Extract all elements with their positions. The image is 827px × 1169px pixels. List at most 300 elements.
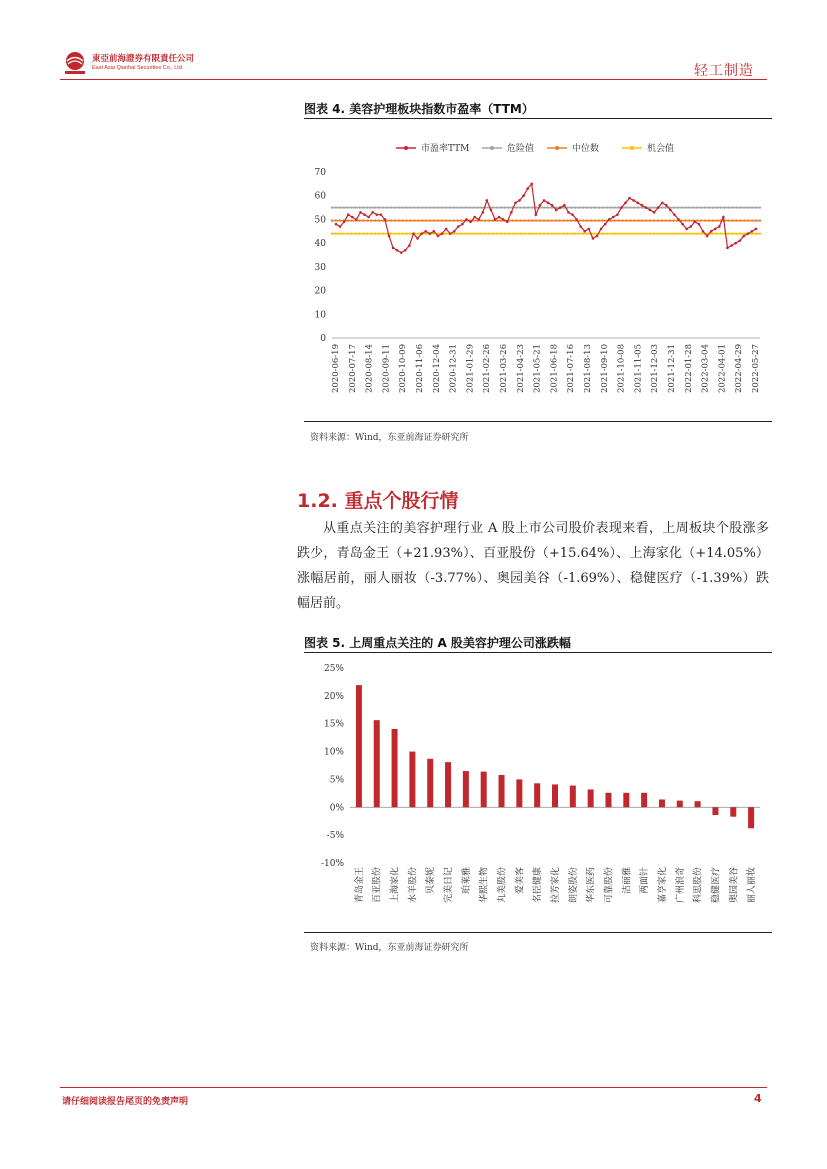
pe-point (461, 223, 464, 226)
pe-point (612, 216, 615, 219)
legend-pe: 市盈率TTM (421, 144, 470, 154)
danger-line-marker (496, 206, 498, 208)
change-bar-chart (304, 656, 772, 926)
danger-line-marker (480, 206, 482, 208)
opportunity-line-marker (527, 232, 529, 234)
danger-line-marker (378, 206, 380, 208)
danger-line-marker (515, 206, 517, 208)
pe-x-tick-label: 2021-08-13 (583, 344, 593, 394)
bar-marks (356, 685, 754, 828)
pe-point (657, 206, 660, 209)
pe-series (335, 183, 758, 254)
opportunity-line-marker (684, 232, 686, 234)
company-logo (62, 50, 88, 76)
median-line-marker (641, 219, 643, 221)
pe-x-tick-label: 2021-02-26 (482, 344, 493, 394)
pe-point (726, 247, 729, 250)
median-line-marker (437, 219, 439, 221)
bar-y-tick-label: -10% (320, 859, 344, 869)
opportunity-line-marker (696, 232, 698, 234)
opportunity-line-marker (460, 232, 462, 234)
opportunity-line-marker (507, 232, 509, 234)
danger-line-marker (468, 206, 470, 208)
opportunity-line-marker (362, 232, 364, 234)
pe-y-tick-label: 70 (314, 168, 326, 178)
figure4-bottom-rule (304, 421, 772, 422)
danger-line-marker (570, 206, 572, 208)
median-line-marker (614, 219, 616, 221)
pe-point (608, 218, 611, 221)
bar (623, 793, 629, 807)
median-line-marker (398, 219, 400, 221)
opportunity-line-marker (668, 232, 670, 234)
pe-point (681, 223, 684, 226)
pe-point (751, 230, 754, 233)
median-line-marker (594, 219, 596, 221)
danger-line-marker (354, 206, 356, 208)
median-line-marker (637, 219, 639, 221)
pe-x-tick-label: 2020-08-14 (364, 344, 375, 394)
bar (677, 801, 683, 808)
danger-line-marker (358, 206, 360, 208)
median-line-marker (374, 219, 376, 221)
pe-x-tick-label: 2022-05-27 (751, 344, 761, 394)
median-line-marker (547, 219, 549, 221)
danger-line-marker (696, 206, 698, 208)
danger-line-marker (610, 206, 612, 208)
bar (748, 807, 754, 828)
median-line-marker (519, 219, 521, 221)
median-line-marker (582, 219, 584, 221)
danger-line-marker (460, 206, 462, 208)
pe-point (457, 225, 460, 228)
opportunity-line-marker (692, 232, 694, 234)
median-line-marker (633, 219, 635, 221)
pe-point (400, 251, 403, 254)
median-line-marker (417, 219, 419, 221)
opportunity-line-marker (614, 232, 616, 234)
opportunity-line-marker (343, 232, 345, 234)
opportunity-line-marker (347, 232, 349, 234)
pe-x-tick-label: 2021-04-23 (515, 344, 526, 394)
danger-line-marker (676, 206, 678, 208)
bar-category-label: 洁丽雅 (622, 867, 633, 895)
danger-line-marker (692, 206, 694, 208)
opportunity-line-marker (543, 232, 545, 234)
pe-point (404, 249, 407, 252)
opportunity-line-marker (629, 232, 631, 234)
opportunity-line-marker (645, 232, 647, 234)
pe-point (604, 223, 607, 226)
bar (516, 779, 522, 807)
opportunity-line-marker (739, 232, 741, 234)
opportunity-line-marker (366, 232, 368, 234)
pe-point (722, 216, 725, 219)
figure5-title: 图表 5. 上周重点关注的 A 股美容护理公司涨跌幅 (304, 636, 571, 650)
median-line-marker (708, 219, 710, 221)
danger-line-marker (507, 206, 509, 208)
bar-y-tick-label: -5% (326, 831, 344, 842)
bar-y-tick-label: 25% (323, 664, 344, 674)
median-line-marker (445, 219, 447, 221)
pe-point (555, 209, 558, 212)
opportunity-line-marker (547, 232, 549, 234)
pe-point (579, 225, 582, 228)
bar (588, 789, 594, 807)
bar-category-label: 丽人丽妆 (747, 867, 758, 904)
median-line-marker (433, 219, 435, 221)
opportunity-line-marker (476, 232, 478, 234)
pe-point (384, 218, 387, 221)
median-line-marker (390, 219, 392, 221)
danger-line-marker (500, 206, 502, 208)
opportunity-line-marker (672, 232, 674, 234)
opportunity-line-marker (464, 232, 466, 234)
danger-line-marker (429, 206, 431, 208)
median-line-marker (350, 219, 352, 221)
median-line-marker (645, 219, 647, 221)
median-line-marker (653, 219, 655, 221)
pe-point (396, 249, 399, 252)
opportunity-line-marker (374, 232, 376, 234)
opportunity-line-marker (586, 232, 588, 234)
danger-line-marker (731, 206, 733, 208)
bar (730, 807, 736, 816)
pe-point (755, 228, 758, 231)
pe-point (359, 211, 362, 214)
opportunity-line-marker (472, 232, 474, 234)
danger-line-marker (661, 206, 663, 208)
body-paragraph: 从重点关注的美容护理行业 A 股上市公司股价表现来看，上周板块个股涨多跌少，青岛金王（+21.93%）、百亚股份（+15.64%）、上海家化（+14.05%）涨幅居前，丽人丽妆（-3.77%）、奥园美谷（-1.69%）、稳健医疗（-1.39%）跌幅居前。 (297, 521, 769, 611)
pe-x-labels (331, 344, 761, 393)
opportunity-line-marker (610, 232, 612, 234)
opportunity-line-marker (637, 232, 639, 234)
pe-point (408, 244, 411, 247)
footer-rule (60, 1087, 767, 1088)
median-line-marker (617, 219, 619, 221)
opportunity-line-marker (566, 232, 568, 234)
figure4-title: 图表 4. 美容护理板块指数市盈率（TTM） (304, 102, 534, 116)
opportunity-line-marker (716, 232, 718, 234)
bar-category-label: 奥园美谷 (729, 867, 740, 904)
pe-point (494, 218, 497, 221)
danger-line-marker (374, 206, 376, 208)
pe-point (706, 235, 709, 238)
median-line-marker (421, 219, 423, 221)
pe-x-tick-label: 2021-11-05 (633, 344, 644, 394)
danger-line-marker (476, 206, 478, 208)
median-line-marker (688, 219, 690, 221)
median-line-marker (484, 219, 486, 221)
danger-line-marker (409, 206, 411, 208)
median-line-marker (727, 219, 729, 221)
pe-x-tick-label: 2020-11-06 (415, 344, 425, 394)
median-line-marker (629, 219, 631, 221)
pe-point (469, 221, 472, 224)
danger-line-marker (751, 206, 753, 208)
pe-point (420, 232, 423, 235)
danger-line-marker (586, 206, 588, 208)
pe-point (645, 206, 648, 209)
pe-axes (315, 168, 760, 344)
pe-point (351, 216, 354, 219)
pe-point (514, 202, 517, 205)
pe-point (486, 199, 489, 202)
pe-point (714, 228, 717, 231)
pe-point (510, 211, 513, 214)
median-line-marker (751, 219, 753, 221)
pe-point (632, 199, 635, 202)
danger-line-marker (405, 206, 407, 208)
bar-axes (321, 664, 760, 869)
logo-mark-icon (62, 50, 88, 76)
opportunity-line-marker (551, 232, 553, 234)
opportunity-line-marker (720, 232, 722, 234)
pe-point (449, 232, 452, 235)
pe-point (380, 213, 383, 216)
median-line-marker (657, 219, 659, 221)
median-line-marker (755, 219, 757, 221)
danger-line-marker (437, 206, 439, 208)
danger-line-marker (390, 206, 392, 208)
median-line-marker (625, 219, 627, 221)
bar-category-label: 嘉亨家化 (657, 867, 668, 904)
danger-line-marker (641, 206, 643, 208)
pe-point (522, 194, 525, 197)
pe-point (559, 206, 562, 209)
danger-line-marker (343, 206, 345, 208)
pe-point (551, 204, 554, 207)
pe-x-tick-label: 2020-12-31 (448, 344, 459, 394)
pe-reference-lines (331, 206, 761, 234)
danger-line-marker (723, 206, 725, 208)
bar-y-tick-label: 0% (329, 803, 344, 814)
bar (481, 772, 487, 808)
median-line-marker (672, 219, 674, 221)
bar-category-label: 水羊股份 (408, 867, 419, 904)
danger-line-marker (594, 206, 596, 208)
opportunity-line-marker (531, 232, 533, 234)
pe-point (347, 213, 350, 216)
section-heading: 1.2. 重点个股行情 (297, 490, 459, 512)
bar (641, 793, 647, 807)
median-line-marker (649, 219, 651, 221)
pe-point (371, 211, 374, 214)
pe-x-tick-label: 2020-12-04 (431, 344, 442, 394)
median-line-marker (453, 219, 455, 221)
median-line-marker (661, 219, 663, 221)
median-line-marker (413, 219, 415, 221)
median-line-marker (366, 219, 368, 221)
bar-category-label: 百亚股份 (372, 867, 383, 904)
median-line-marker (500, 219, 502, 221)
opportunity-line-marker (688, 232, 690, 234)
danger-line-marker (370, 206, 372, 208)
pe-point (535, 213, 538, 216)
opportunity-line-marker (594, 232, 596, 234)
opportunity-line-marker (653, 232, 655, 234)
opportunity-line-marker (617, 232, 619, 234)
pe-point (363, 213, 366, 216)
pe-point (624, 202, 627, 205)
opportunity-line-marker (394, 232, 396, 234)
pe-point (653, 211, 656, 214)
danger-line-marker (417, 206, 419, 208)
danger-line-marker (394, 206, 396, 208)
median-line-marker (716, 219, 718, 221)
danger-line-marker (598, 206, 600, 208)
danger-line-marker (574, 206, 576, 208)
pe-point (473, 216, 476, 219)
opportunity-line-marker (484, 232, 486, 234)
median-line-marker (759, 219, 761, 221)
danger-line-marker (441, 206, 443, 208)
danger-line-marker (680, 206, 682, 208)
danger-line-marker (492, 206, 494, 208)
danger-line-marker (712, 206, 714, 208)
pe-point (567, 211, 570, 214)
pe-y-tick-label: 30 (314, 262, 326, 273)
legend-median: 中位数 (572, 144, 600, 154)
danger-line-marker (335, 206, 337, 208)
opportunity-line-marker (680, 232, 682, 234)
opportunity-line-marker (578, 232, 580, 234)
pe-point (596, 235, 599, 238)
pe-point (718, 225, 721, 228)
pe-x-tick-label: 2021-03-26 (499, 344, 509, 394)
danger-line-marker (582, 206, 584, 208)
danger-line-marker (382, 206, 384, 208)
median-line-marker (527, 219, 529, 221)
pe-point (355, 218, 358, 221)
median-line-marker (704, 219, 706, 221)
pe-point (588, 228, 591, 231)
danger-line-marker (727, 206, 729, 208)
pe-x-tick-label: 2021-12-31 (667, 344, 677, 394)
pe-x-tick-label: 2021-12-03 (650, 344, 661, 394)
danger-line-marker (543, 206, 545, 208)
pe-point (518, 199, 521, 202)
median-line-marker (429, 219, 431, 221)
opportunity-line-marker (751, 232, 753, 234)
pe-point (641, 204, 644, 207)
opportunity-line-marker (731, 232, 733, 234)
company-name-cn: 東亞前海證券有限責任公司 (92, 54, 195, 64)
footer-disclaimer: 请仔细阅读报告尾页的免责声明 (62, 1097, 189, 1107)
danger-line-marker (350, 206, 352, 208)
danger-line-marker (633, 206, 635, 208)
pe-x-tick-label: 2021-06-18 (549, 344, 560, 394)
opportunity-line-marker (496, 232, 498, 234)
bar (445, 762, 451, 807)
pe-point (530, 183, 533, 186)
pe-x-tick-label: 2021-09-10 (599, 344, 610, 394)
opportunity-line-marker (606, 232, 608, 234)
bar-category-label: 科思股份 (693, 867, 704, 904)
opportunity-line-marker (519, 232, 521, 234)
opportunity-line-marker (504, 232, 506, 234)
opportunity-line-marker (582, 232, 584, 234)
opportunity-line-marker (657, 232, 659, 234)
opportunity-line-marker (445, 232, 447, 234)
opportunity-line-marker (641, 232, 643, 234)
median-line-marker (570, 219, 572, 221)
opportunity-line-marker (633, 232, 635, 234)
bar (463, 771, 469, 807)
opportunity-line-marker (488, 232, 490, 234)
opportunity-line-marker (401, 232, 403, 234)
bar (409, 752, 415, 808)
opportunity-line-marker (398, 232, 400, 234)
bar-category-label: 丸美股份 (497, 867, 508, 904)
pe-point (490, 209, 493, 212)
opportunity-line-marker (676, 232, 678, 234)
opportunity-line-marker (555, 232, 557, 234)
pe-point (730, 244, 733, 247)
pe-x-tick-label: 2021-05-21 (532, 344, 543, 394)
bar-category-label: 华熙生物 (479, 867, 490, 904)
median-line-marker (335, 219, 337, 221)
bar-category-label: 广州浪奇 (675, 867, 686, 904)
median-line-marker (578, 219, 580, 221)
opportunity-line-marker (759, 232, 761, 234)
pe-point (375, 213, 378, 216)
danger-line-marker (449, 206, 451, 208)
danger-line-marker (413, 206, 415, 208)
median-line-marker (535, 219, 537, 221)
bar-category-label: 稳健医疗 (711, 867, 722, 904)
pe-x-tick-label: 2022-03-04 (700, 344, 711, 394)
danger-line-marker (743, 206, 745, 208)
pe-point (412, 232, 415, 235)
bar-y-tick-label: 20% (323, 691, 344, 702)
opportunity-line-marker (649, 232, 651, 234)
opportunity-line-marker (358, 232, 360, 234)
median-line-marker (425, 219, 427, 221)
pe-point (339, 225, 342, 228)
pe-point (424, 230, 427, 233)
bar-category-label: 贝泰妮 (426, 867, 437, 895)
pe-point (441, 232, 444, 235)
opportunity-line-marker (539, 232, 541, 234)
pe-point (539, 204, 542, 207)
bar (605, 793, 611, 807)
danger-line-marker (747, 206, 749, 208)
median-line-marker (409, 219, 411, 221)
danger-line-marker (637, 206, 639, 208)
legend-opportunity: 机会值 (647, 144, 675, 154)
pe-x-tick-label: 2020-09-11 (381, 344, 392, 394)
danger-line-marker (547, 206, 549, 208)
pe-point (616, 213, 619, 216)
bar (499, 775, 505, 807)
pe-point (335, 223, 338, 226)
opportunity-line-marker (339, 232, 341, 234)
median-line-marker (621, 219, 623, 221)
danger-line-marker (347, 206, 349, 208)
bar-category-label: 朗姿股份 (568, 867, 579, 904)
pe-point (636, 202, 639, 205)
opportunity-line-marker (712, 232, 714, 234)
opportunity-line-marker (350, 232, 352, 234)
danger-line-marker (716, 206, 718, 208)
pe-point (392, 247, 395, 250)
danger-line-marker (606, 206, 608, 208)
median-line-marker (339, 219, 341, 221)
pe-y-tick-label: 50 (314, 215, 326, 226)
median-line-marker (665, 219, 667, 221)
bar (695, 801, 701, 807)
